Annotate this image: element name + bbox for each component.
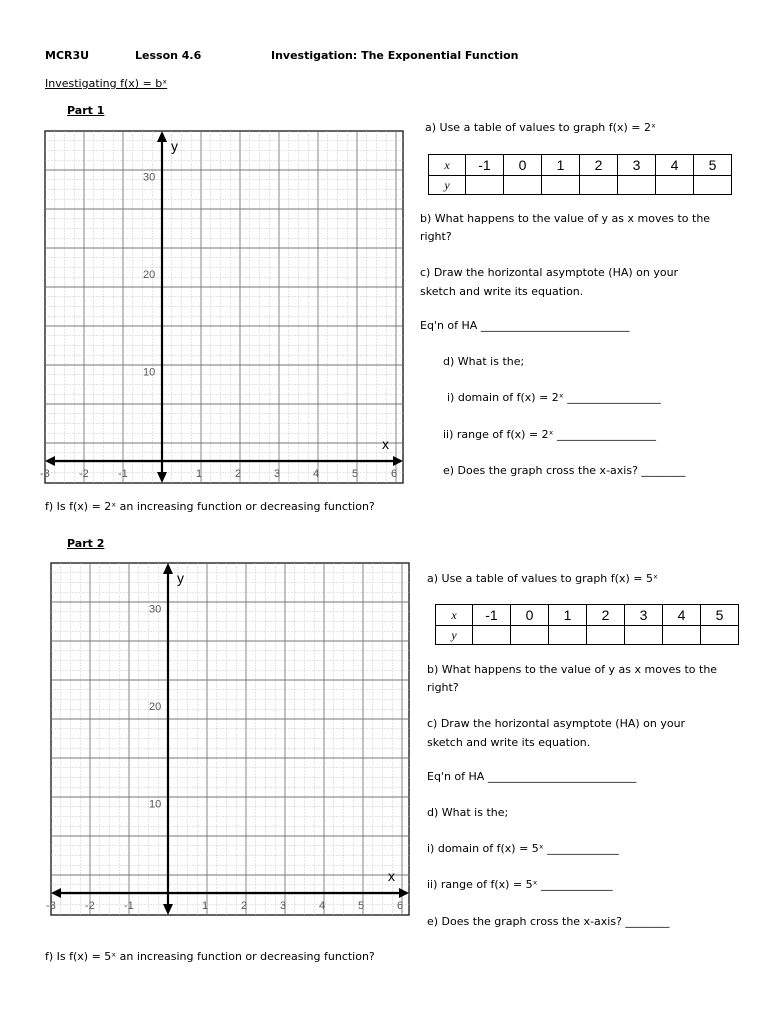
table-y-cell bbox=[511, 626, 549, 645]
table-y-cell bbox=[694, 176, 732, 195]
part2-ha-equation: Eq'n of HA ___________________________ bbox=[427, 770, 637, 783]
x-tick-label: -1 bbox=[118, 468, 128, 480]
table-x-cell: 0 bbox=[504, 155, 542, 176]
table-y-cell bbox=[587, 626, 625, 645]
table-x-cell: 0 bbox=[511, 605, 549, 626]
page-title: Investigation: The Exponential Function bbox=[271, 49, 519, 62]
y-tick-label: 20 bbox=[149, 701, 162, 713]
part1-graph-grid bbox=[40, 130, 404, 484]
part2-question-a: a) Use a table of values to graph f(x) = 5ˣ bbox=[427, 572, 658, 585]
part2-question-e: e) Does the graph cross the x-axis? ________ bbox=[427, 915, 670, 928]
x-axis-label: x bbox=[388, 868, 395, 884]
table-y-cell bbox=[466, 176, 504, 195]
table-x-cell: 2 bbox=[587, 605, 625, 626]
x-tick-label: 3 bbox=[280, 900, 287, 912]
y-tick-label: 30 bbox=[149, 603, 162, 616]
table-x-header: x bbox=[429, 155, 466, 176]
part1-question-d-i: i) domain of f(x) = 2ˣ _________________ bbox=[447, 391, 661, 404]
part1-question-f: f) Is f(x) = 2ˣ an increasing function or decreasing function? bbox=[45, 500, 375, 513]
table-y-cell bbox=[663, 626, 701, 645]
x-tick-label: -1 bbox=[124, 900, 134, 912]
part1-ha-equation: Eq'n of HA ___________________________ bbox=[420, 319, 630, 332]
x-tick-label: 3 bbox=[274, 468, 281, 480]
part2-question-f: f) Is f(x) = 5ˣ an increasing function or decreasing function? bbox=[45, 950, 375, 963]
table-x-cell: 5 bbox=[701, 605, 739, 626]
table-y-cell bbox=[656, 176, 694, 195]
table-x-cell: 3 bbox=[625, 605, 663, 626]
table-x-cell: 4 bbox=[663, 605, 701, 626]
x-axis-label: x bbox=[382, 436, 389, 452]
part2-question-d: d) What is the; bbox=[427, 806, 509, 819]
part2-question-b: b) What happens to the value of y as x moves to the right? bbox=[427, 663, 718, 694]
grid-border bbox=[51, 563, 409, 915]
table-x-cell: 2 bbox=[580, 155, 618, 176]
x-tick-label: 6 bbox=[397, 900, 404, 912]
table-y-cell bbox=[618, 176, 656, 195]
y-axis-label: y bbox=[171, 138, 178, 154]
part1-question-c: c) Draw the horizontal asymptote (HA) on your sketch and write its equation. bbox=[420, 266, 679, 298]
table-x-cell: -1 bbox=[466, 155, 504, 176]
y-tick-label: 20 bbox=[143, 269, 156, 281]
x-tick-label: -2 bbox=[85, 900, 95, 912]
table-y-cell bbox=[701, 626, 739, 645]
part1-question-a: a) Use a table of values to graph f(x) = 2ˣ bbox=[425, 121, 656, 134]
x-tick-label: -3 bbox=[40, 468, 50, 480]
table-x-cell: 1 bbox=[549, 605, 587, 626]
table-y-header: y bbox=[429, 176, 466, 195]
table-x-cell: 3 bbox=[618, 155, 656, 176]
y-tick-label: 10 bbox=[149, 798, 162, 811]
table-x-cell: 4 bbox=[656, 155, 694, 176]
x-tick-label: 5 bbox=[358, 900, 365, 912]
table-y-header: y bbox=[436, 626, 473, 645]
table-x-header: x bbox=[436, 605, 473, 626]
part1-value-table bbox=[428, 154, 732, 195]
table-y-cell bbox=[473, 626, 511, 645]
x-tick-label: 5 bbox=[352, 468, 359, 480]
table-y-cell bbox=[625, 626, 663, 645]
subtitle: Investigating f(x) = bˣ bbox=[45, 77, 168, 90]
part2-question-d-i: i) domain of f(x) = 5ˣ _____________ bbox=[427, 842, 619, 855]
x-tick-label: 1 bbox=[196, 468, 203, 480]
table-y-cell bbox=[542, 176, 580, 195]
part1-question-b: b) What happens to the value of y as x moves to the right? bbox=[420, 212, 711, 243]
x-tick-label: -2 bbox=[79, 468, 89, 480]
x-tick-label: 4 bbox=[319, 900, 326, 912]
y-tick-label: 30 bbox=[143, 171, 156, 184]
table-x-cell: 5 bbox=[694, 155, 732, 176]
x-tick-label: 1 bbox=[202, 900, 209, 912]
part2-question-c: c) Draw the horizontal asymptote (HA) on your sketch and write its equation. bbox=[427, 717, 686, 749]
x-tick-label: 6 bbox=[391, 468, 398, 480]
grid-border bbox=[45, 131, 403, 483]
part1-question-d: d) What is the; bbox=[443, 355, 525, 368]
table-y-cell bbox=[504, 176, 542, 195]
part2-heading: Part 2 bbox=[67, 537, 105, 550]
x-tick-label: 4 bbox=[313, 468, 320, 480]
table-x-cell: 1 bbox=[542, 155, 580, 176]
x-tick-label: -3 bbox=[46, 900, 56, 912]
part1-question-d-ii: ii) range of f(x) = 2ˣ __________________ bbox=[443, 428, 657, 441]
course-code: MCR3U bbox=[45, 49, 90, 62]
table-y-cell bbox=[580, 176, 618, 195]
x-tick-label: 2 bbox=[235, 468, 242, 480]
table-y-cell bbox=[549, 626, 587, 645]
y-axis-label: y bbox=[177, 570, 184, 586]
lesson-number: Lesson 4.6 bbox=[135, 49, 202, 62]
y-tick-label: 10 bbox=[143, 366, 156, 379]
table-x-cell: -1 bbox=[473, 605, 511, 626]
part1-question-e: e) Does the graph cross the x-axis? ________ bbox=[443, 464, 686, 477]
part2-question-d-ii: ii) range of f(x) = 5ˣ _____________ bbox=[427, 878, 613, 891]
x-tick-label: 2 bbox=[241, 900, 248, 912]
part1-heading: Part 1 bbox=[67, 104, 105, 117]
part2-graph-grid bbox=[46, 562, 410, 916]
part2-value-table bbox=[435, 604, 739, 645]
